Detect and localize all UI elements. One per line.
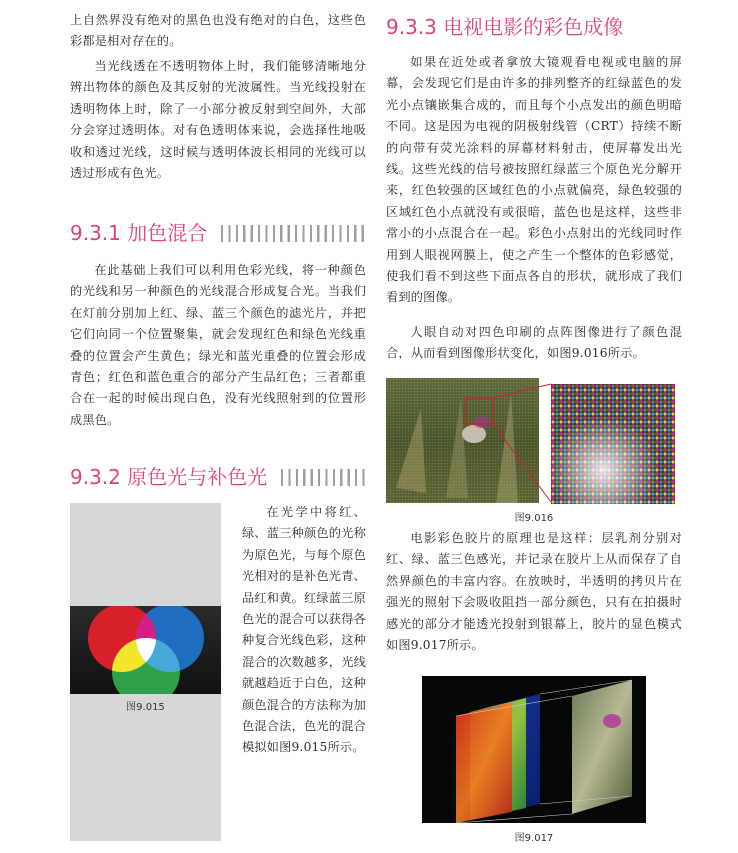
- heading-tick-decoration: [281, 469, 366, 486]
- zoom-connector-lines: [493, 378, 553, 503]
- section-9-3-2-heading: [70, 464, 366, 490]
- heading-tick-decoration: [221, 225, 366, 242]
- figure-9-017-film-layers: [422, 676, 646, 823]
- figure-9-016-zoom: [551, 384, 675, 504]
- section-9-3-3-heading: [386, 14, 682, 40]
- film-layers-svg: [422, 676, 646, 823]
- intro-paragraph: 上自然界没有绝对的黑色也没有绝对的白色，这些色彩都是相对存在的。: [70, 13, 366, 49]
- red-emulsion-layer: [456, 702, 512, 823]
- section-9-3-3-title: 9.3.3 电视电影的彩色成像: [386, 15, 624, 39]
- figure-9-016-caption: 图9.016: [514, 513, 554, 524]
- figure-9-017-caption: 图9.017: [514, 833, 554, 844]
- halftone-paragraph: 人眼自动对四色印刷的点阵图像进行了颜色混合，从而看到图像形状变化，如图9.016所示。: [386, 325, 682, 361]
- section-9-3-2-title: 9.3.2 原色光与补色光: [70, 465, 268, 489]
- primary-complementary-paragraph: 在光学中将红、绿、蓝三种颜色的光称为原色光，与每个原色光相对的是补色光青、品红和黄。红绿蓝三原色光的混合可以获得各种复合光线色彩，这种混合的次数越多，光线就越趋近于白色，这种颜色混合的方法称为加色混合法，色光的混合模拟如图9.015所示。: [242, 505, 366, 755]
- halftone-zoom-svg: [551, 384, 675, 504]
- section-9-3-1-title: 9.3.1 加色混合: [70, 221, 208, 245]
- film-paragraph: 电影彩色胶片的原理也是这样：层乳剂分别对红、绿、蓝三色感光，并记录在胶片上从而保存了自然界颜色的丰富内容。在放映时，半透明的拷贝片在强光的照射下会吸收阻挡一部分颜色，只有在拍摄时感光的部分才能透光投射到银幕上，胶片的显色模式如图9.017所示。: [386, 531, 682, 653]
- light-paragraph: 当光线透在不透明物体上时，我们能够清晰地分辨出物体的颜色及其反射的光波属性。当光线投射在透明物体上时，除了一小部分被反射到空间外，大部分会穿过透明体。对有色透明体来说，会选择性地吸收和透过光线，这时候与透明体波长相同的光线可以透过形成有色光。: [70, 59, 366, 181]
- figure-9-015-caption: 图9.015: [126, 702, 165, 713]
- final-image-layer: [572, 680, 632, 814]
- rgb-circles-svg: [70, 606, 221, 694]
- tv-imaging-paragraph: 如果在近处或者拿放大镜观看电视或电脑的屏幕，会发现它们是由许多的排列整齐的红绿蓝色的发光小点镶嵌集合成的，而且每个小点发出的颜色明暗不同。这是因为电视的阴极射线管（CRT）持续不断的向带有荧光涂料的屏幕材料射击，使屏幕发出光线。这些光线的信号被按照红绿蓝三个原色光分解开来，红色较强的区域红色的小点就偏亮，绿色较强的区域红色小点就没有或很暗，蓝色也是这样，这些非常小的小点混合在一起。彩色小点射出的光线同时作用到人眼视网膜上，使之产生一个整体的色彩感觉，使我们看不到这些下面点各自的形状，就形成了我们看到的图像。: [386, 55, 682, 305]
- figure-9-015-rgb-mixing: [70, 606, 221, 694]
- additive-mixing-paragraph: 在此基础上我们可以利用色彩光线，将一种颜色的光线和另一种颜色的光线混合形成复合光。当我们在灯前分别加上红、绿、蓝三个颜色的滤光片，并把它们向同一个位置聚集，就会发现红色和绿色光线重叠的位置会产生黄色；绿光和蓝光重叠的位置会形成青色；红色和蓝色重合的部分产生品红色；三者都重合在一起的时候出现白色，没有光线照射到的位置形成黑色。: [70, 263, 366, 427]
- section-9-3-1-heading: [70, 220, 366, 246]
